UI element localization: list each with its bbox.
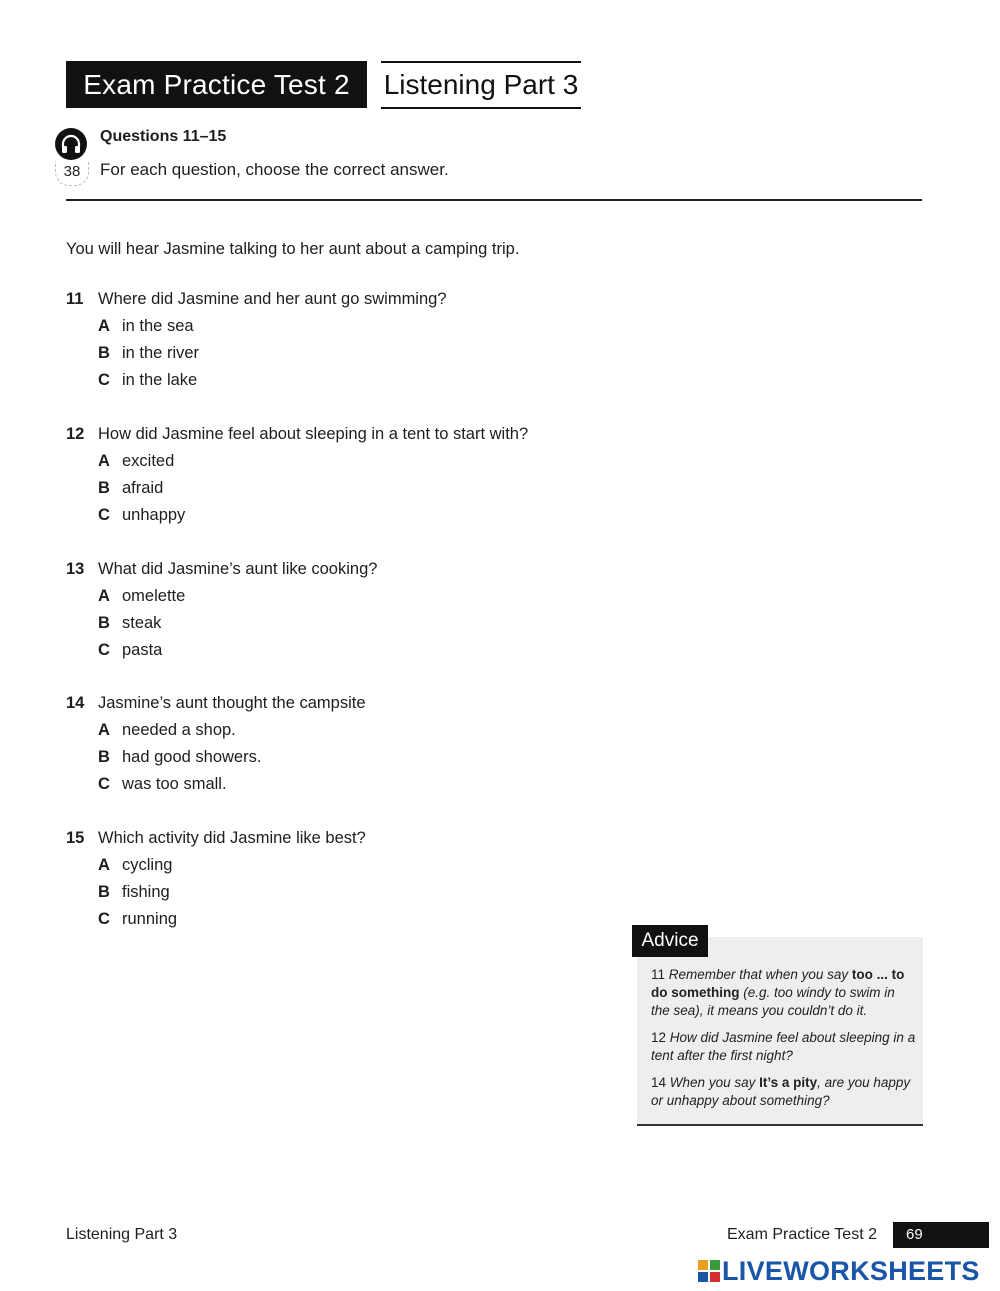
advice-text: How did Jasmine feel about sleeping in a tent after the first night?	[651, 1030, 916, 1063]
intro-text: You will hear Jasmine talking to her aunt about a camping trip.	[66, 240, 520, 258]
questions-range: Questions 11–15	[100, 128, 227, 145]
question-number: 12	[66, 425, 85, 443]
option-b[interactable]	[98, 344, 199, 363]
option-c[interactable]	[98, 910, 177, 929]
section-subtitle: Listening Part 3	[381, 61, 581, 109]
question-text: How did Jasmine feel about sleeping in a tent to start with?	[98, 425, 529, 443]
advice-bold-phrase: It’s a pity	[759, 1075, 818, 1090]
option-letter: C	[98, 506, 110, 524]
page-title: Exam Practice Test 2	[66, 61, 367, 108]
option-letter: C	[98, 910, 110, 928]
option-letter: A	[98, 856, 110, 874]
option-letter: A	[98, 452, 110, 470]
question-text: What did Jasmine’s aunt like cooking?	[98, 560, 378, 578]
advice-text-end: (e.g. too windy to swim in the sea), it means you couldn’t do it.	[651, 985, 895, 1018]
option-text: excited	[122, 452, 175, 470]
question-number: 15	[66, 829, 85, 847]
option-letter: A	[98, 587, 110, 605]
option-letter: B	[98, 614, 110, 632]
option-a[interactable]	[98, 317, 194, 336]
option-c[interactable]	[98, 371, 197, 390]
footer-section: Listening Part 3	[66, 1226, 178, 1243]
advice-item-11	[651, 966, 917, 1020]
question-text: Where did Jasmine and her aunt go swimming?	[98, 290, 447, 308]
option-text: in the sea	[122, 317, 194, 335]
advice-item-14	[651, 1074, 917, 1110]
advice-label: Advice	[632, 925, 708, 957]
instruction-text: For each question, choose the correct answer.	[100, 160, 449, 179]
option-a[interactable]	[98, 587, 185, 606]
option-letter: B	[98, 883, 110, 901]
option-text: had good showers.	[122, 748, 262, 766]
option-a[interactable]	[98, 856, 172, 875]
option-text: in the lake	[122, 371, 198, 389]
option-letter: B	[98, 344, 110, 362]
option-letter: C	[98, 641, 110, 659]
option-letter: A	[98, 317, 110, 335]
advice-bold-phrase: too ... to do something	[651, 967, 905, 1000]
option-letter: A	[98, 721, 110, 739]
advice-number: 14	[651, 1075, 667, 1090]
option-text: was too small.	[122, 775, 227, 793]
option-text: omelette	[122, 587, 186, 605]
option-b[interactable]	[98, 614, 161, 633]
liveworksheets-logo-icon	[698, 1260, 720, 1282]
option-letter: B	[98, 748, 110, 766]
question-number: 14	[66, 694, 85, 712]
headphones-icon	[55, 128, 87, 160]
advice-text: When you say	[669, 1075, 760, 1090]
advice-number: 12	[651, 1030, 667, 1045]
option-text: pasta	[122, 641, 163, 659]
option-b[interactable]	[98, 883, 170, 902]
advice-item-12	[651, 1029, 917, 1065]
footer-test: Exam Practice Test 2	[727, 1226, 877, 1243]
advice-box	[637, 937, 923, 1126]
option-a[interactable]	[98, 721, 236, 740]
advice-text-end: , are you happy or unhappy about something?	[651, 1075, 911, 1108]
option-text: afraid	[122, 479, 164, 497]
question-number: 11	[66, 290, 84, 308]
option-text: steak	[122, 614, 162, 632]
option-c[interactable]	[98, 775, 227, 794]
option-text: in the river	[122, 344, 200, 362]
option-b[interactable]	[98, 748, 261, 767]
option-text: fishing	[122, 883, 170, 901]
advice-number: 11	[651, 967, 666, 982]
audio-track-number: 38	[55, 161, 89, 186]
option-text: needed a shop.	[122, 721, 236, 739]
option-text: running	[122, 910, 178, 928]
option-b[interactable]	[98, 479, 163, 498]
option-text: unhappy	[122, 506, 186, 524]
liveworksheets-logo-text: LIVEWORKSHEETS	[722, 1256, 980, 1286]
option-c[interactable]	[98, 641, 162, 660]
option-letter: C	[98, 775, 110, 793]
page-number: 69	[893, 1222, 989, 1248]
option-c[interactable]	[98, 506, 185, 525]
question-number: 13	[66, 560, 85, 578]
question-text: Jasmine’s aunt thought the campsite	[98, 694, 366, 712]
question-text: Which activity did Jasmine like best?	[98, 829, 366, 847]
option-a[interactable]	[98, 452, 174, 471]
divider	[66, 199, 922, 201]
option-letter: C	[98, 371, 110, 389]
option-letter: B	[98, 479, 110, 497]
liveworksheets-logo[interactable]	[698, 1256, 994, 1286]
option-text: cycling	[122, 856, 173, 874]
advice-text: Remember that when you say	[668, 967, 852, 982]
